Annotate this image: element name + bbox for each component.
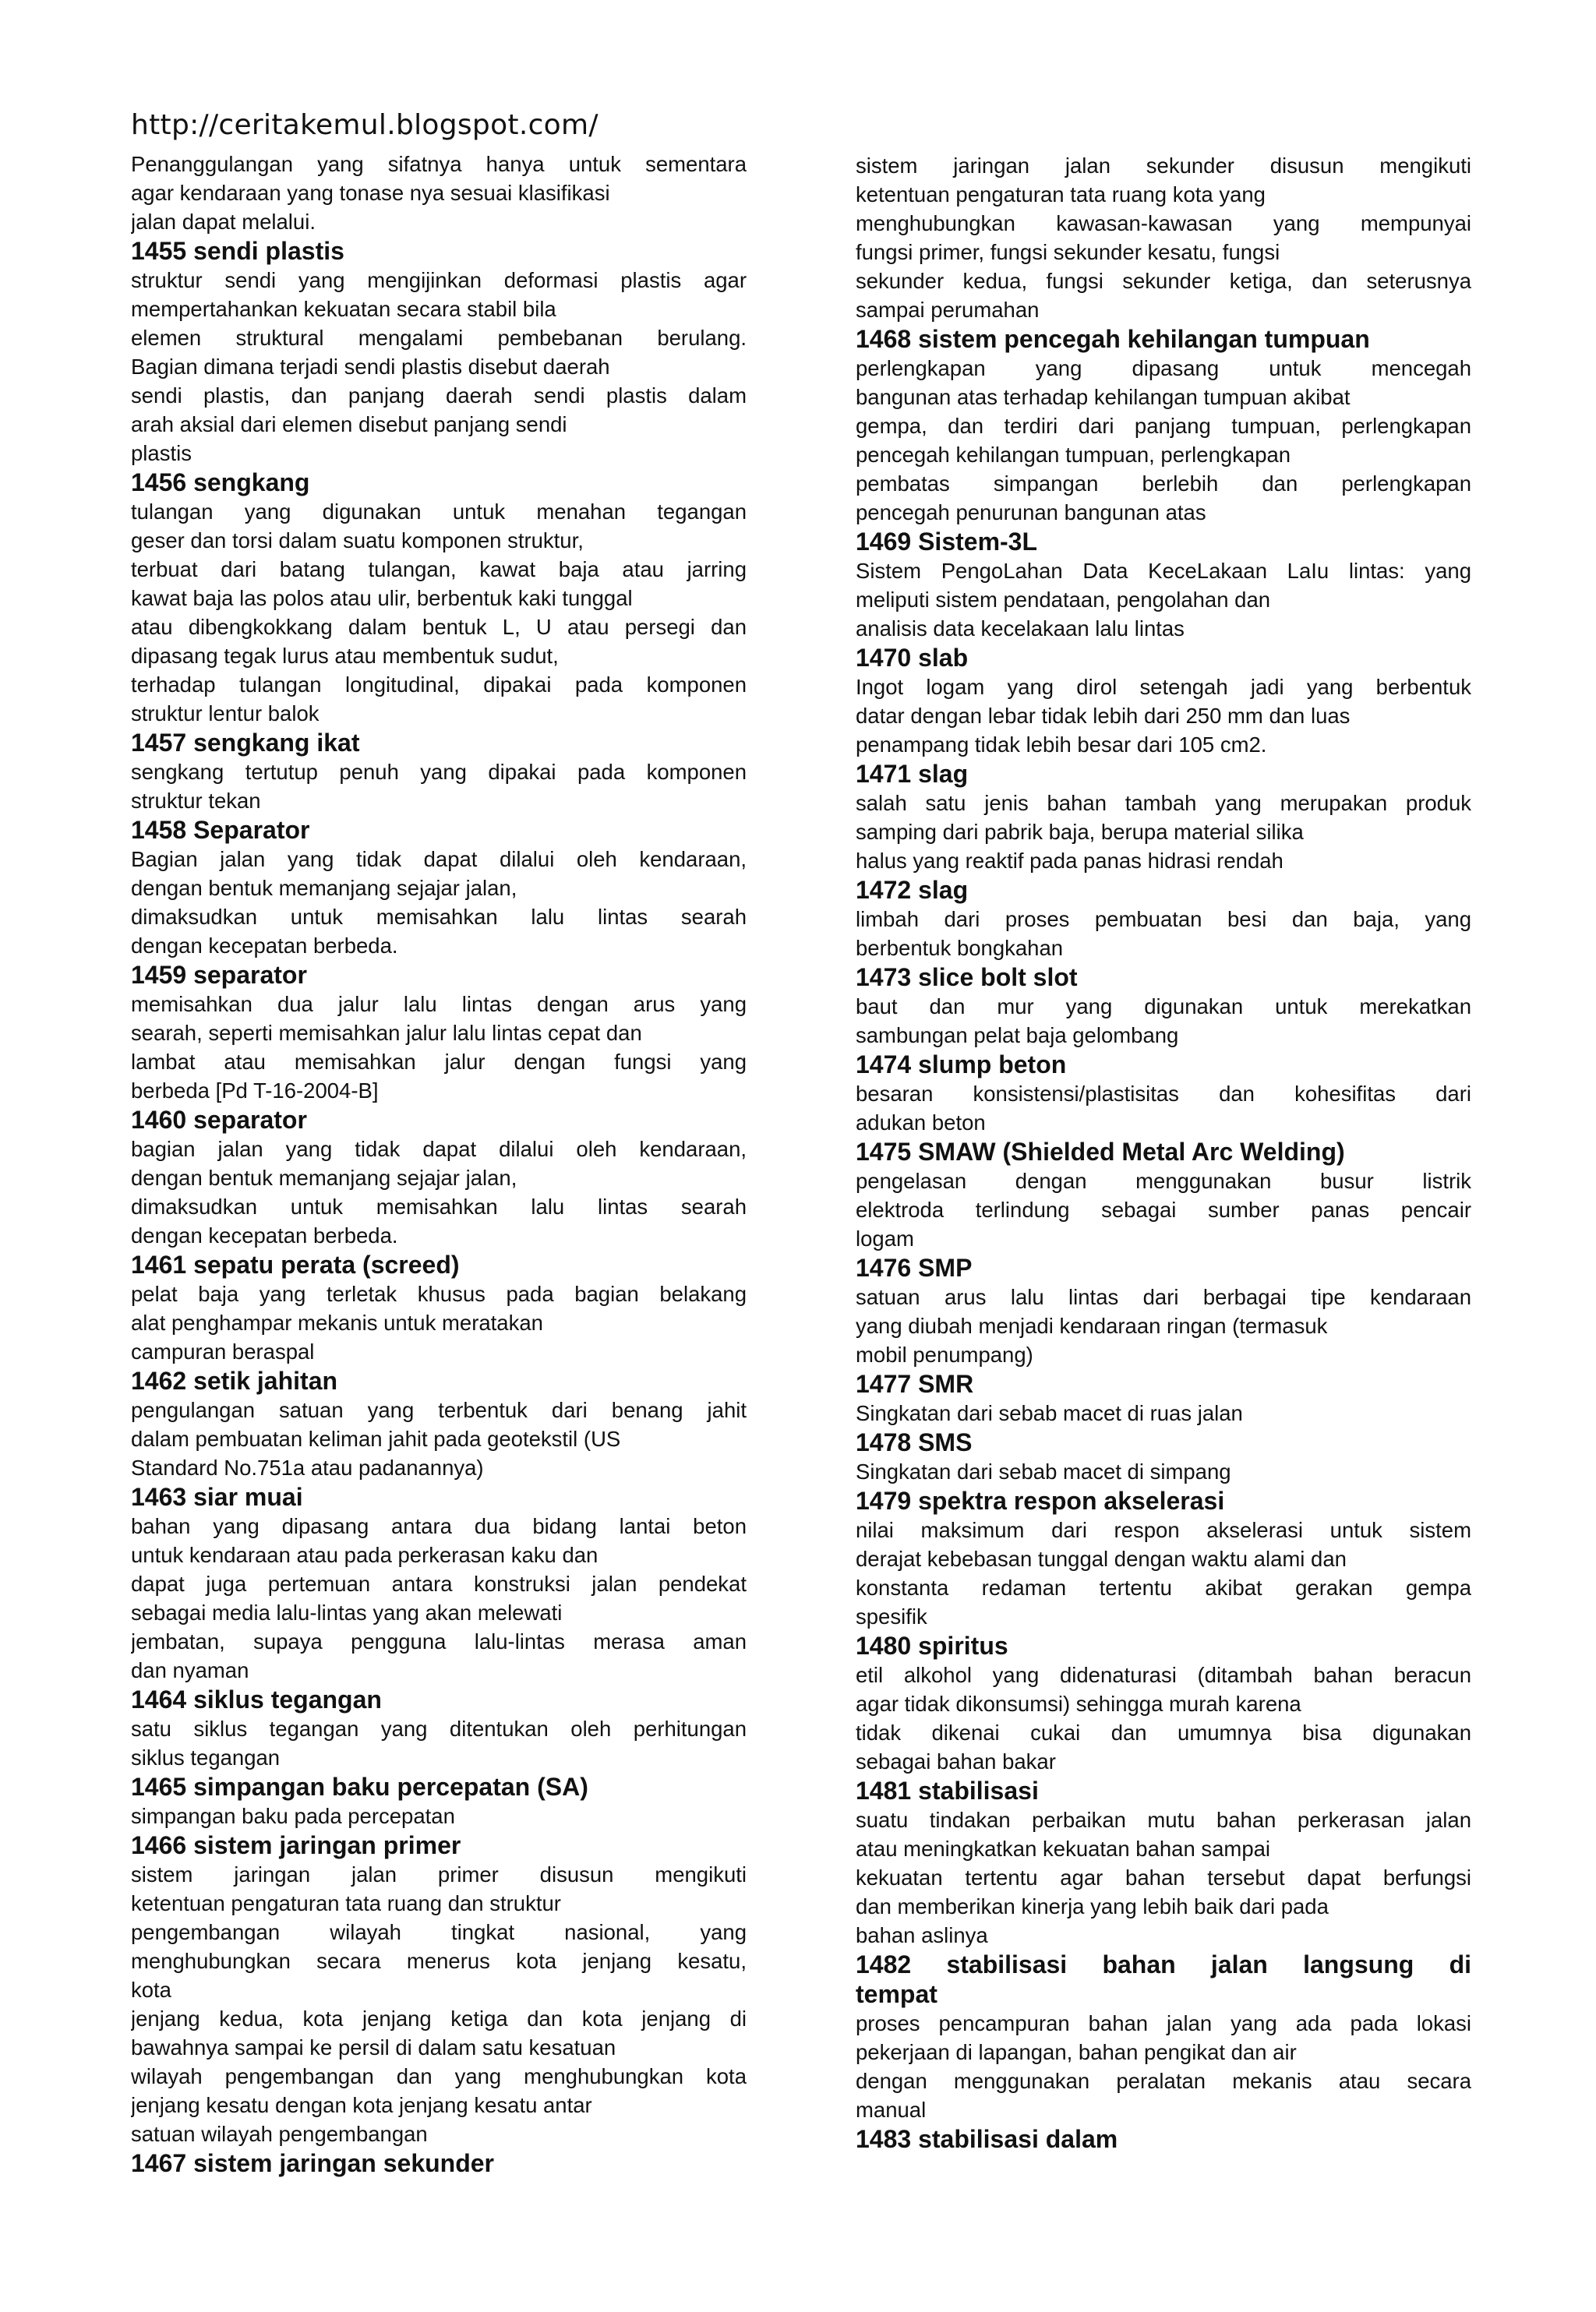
definition-line: terhadap tulangan longitudinal, dipakai pada komponen [131, 672, 747, 697]
definition-line: pembatas simpangan berlebih dan perlengkapan [856, 471, 1471, 496]
definition-line: konstanta redaman tertentu akibat gerakan gempa [856, 1576, 1471, 1600]
glossary-term: 1462 setik jahitan [131, 1367, 338, 1395]
definition-line: siklus tegangan [131, 1745, 281, 1770]
glossary-term: 1468 sistem pencegah kehilangan tumpuan [856, 325, 1370, 353]
right-column [856, 151, 1471, 2154]
definition-line: kekuatan tertentu agar bahan tersebut dapat berfungsi [856, 1865, 1471, 1890]
definition-line: berbentuk bongkahan [856, 936, 1064, 960]
glossary-term: 1467 sistem jaringan sekunder [131, 2149, 494, 2177]
definition-line: etil alkohol yang didenaturasi (ditambah bahan beracun [856, 1663, 1471, 1687]
definition-line: adukan beton [856, 1110, 986, 1135]
glossary-term: 1459 separator [131, 961, 307, 989]
glossary-term: 1456 sengkang [131, 468, 310, 496]
glossary-term: 1463 siar muai [131, 1483, 303, 1511]
definition-line: menghubungkan kawasan-kawasan yang mempunyai [856, 211, 1471, 235]
definition-line: menghubungkan secara menerus kota jenjang kesatu, [131, 1949, 747, 1973]
definition-line: kawat baja las polos atau ulir, berbentuk kaki tunggal [131, 586, 633, 610]
glossary-term: 1473 slice bolt slot [856, 963, 1078, 991]
definition-line: dipasang tegak lurus atau membentuk sudut, [131, 644, 559, 668]
glossary-term: 1483 stabilisasi dalam [856, 2125, 1118, 2153]
definition-line: lambat atau memisahkan jalur dengan fungsi yang [131, 1050, 747, 1074]
glossary-term: 1461 sepatu perata (screed) [131, 1251, 460, 1279]
definition-line: sebagai bahan bakar [856, 1749, 1056, 1774]
definition-line: atau dibengkokkang dalam bentuk L, U atau persegi dan [131, 615, 747, 639]
definition-line: dimaksudkan untuk memisahkan lalu lintas searah [131, 905, 747, 929]
definition-line: derajat kebebasan tunggal dengan waktu alami dan [856, 1547, 1347, 1571]
definition-line: mobil penumpang) [856, 1343, 1033, 1367]
definition-line: agar tidak dikonsumsi) sehingga murah karena [856, 1692, 1301, 1716]
definition-line: satu siklus tegangan yang ditentukan oleh perhitungan [131, 1717, 747, 1741]
definition-line: pekerjaan di lapangan, bahan pengikat dan air [856, 2040, 1297, 2064]
definition-line: tidak dikenai cukai dan umumnya bisa digunakan [856, 1721, 1471, 1745]
definition-line: bangunan atas terhadap kehilangan tumpuan akibat [856, 385, 1351, 409]
definition-line: Standard No.751a atau padanannya) [131, 1456, 484, 1480]
definition-line: searah, seperti memisahkan jalur lalu lintas cepat dan [131, 1021, 642, 1045]
glossary-term: 1455 sendi plastis [131, 237, 344, 265]
definition-line: sebagai media lalu-lintas yang akan melewati [131, 1601, 563, 1625]
definition-line: jenjang kesatu dengan kota jenjang kesatu antar [131, 2093, 592, 2117]
definition-line: analisis data kecelakaan lalu lintas [856, 616, 1185, 641]
definition-line: struktur sendi yang mengijinkan deformasi plastis agar [131, 268, 747, 292]
definition-line: sistem jaringan jalan sekunder disusun mengikuti [856, 154, 1471, 178]
glossary-term: 1460 separator [131, 1106, 307, 1134]
definition-line: baut dan mur yang digunakan untuk merekatkan [856, 994, 1471, 1018]
definition-line: suatu tindakan perbaikan mutu bahan perkerasan jalan [856, 1808, 1471, 1832]
glossary-term: 1482 stabilisasi bahan jalan langsung di [856, 1950, 1471, 1978]
definition-line: proses pencampuran bahan jalan yang ada pada lokasi [856, 2011, 1471, 2035]
definition-line: Sistem PengoLahan Data KeceLakaan LaIu lintas: yang [856, 559, 1471, 583]
definition-line: jenjang kedua, kota jenjang ketiga dan kota jenjang di [131, 2007, 747, 2031]
glossary-term: 1465 simpangan baku percepatan (SA) [131, 1773, 588, 1801]
definition-line: manual [856, 2098, 927, 2122]
definition-line: limbah dari proses pembuatan besi dan baja, yang [856, 907, 1471, 931]
definition-line: bawahnya sampai ke persil di dalam satu kesatuan [131, 2035, 616, 2060]
definition-line: elemen struktural mengalami pembebanan berulang. [131, 326, 747, 350]
definition-line: memisahkan dua jalur lalu lintas dengan arus yang [131, 992, 747, 1016]
definition-line: gempa, dan terdiri dari panjang tumpuan, perlengkapan [856, 414, 1471, 438]
definition-line: wilayah pengembangan dan yang menghubungkan kota [131, 2064, 747, 2088]
glossary-term: 1471 slag [856, 760, 969, 788]
definition-line: dalam pembuatan keliman jahit pada geotekstil (US [131, 1427, 621, 1451]
definition-line: kota [131, 1978, 171, 2002]
definition-line: ketentuan pengaturan tata ruang kota yang [856, 182, 1266, 206]
definition-line: plastis [131, 441, 192, 465]
definition-line: Bagian dimana terjadi sendi plastis disebut daerah [131, 355, 610, 379]
glossary-term: 1469 Sistem-3L [856, 528, 1038, 556]
definition-line: Penanggulangan yang sifatnya hanya untuk sementara [131, 152, 747, 176]
definition-line: dan nyaman [131, 1658, 249, 1682]
definition-line: struktur tekan [131, 789, 261, 813]
definition-line: dengan kecepatan berbeda. [131, 934, 398, 958]
left-column [131, 150, 747, 2178]
definition-line: halus yang reaktif pada panas hidrasi rendah [856, 849, 1284, 873]
definition-line: meliputi sistem pendataan, pengolahan dan [856, 588, 1271, 612]
definition-line: alat penghampar mekanis untuk meratakan [131, 1311, 543, 1335]
definition-line: sendi plastis, dan panjang daerah sendi plastis dalam [131, 383, 747, 408]
definition-line: bagian jalan yang tidak dapat dilalui oleh kendaraan, [131, 1137, 747, 1161]
definition-line: pengembangan wilayah tingkat nasional, yang [131, 1920, 747, 1944]
glossary-term: 1457 sengkang ikat [131, 729, 360, 757]
definition-line: elektroda terlindung sebagai sumber panas pencair [856, 1198, 1471, 1222]
glossary-term: 1470 slab [856, 644, 969, 672]
glossary-term: 1466 sistem jaringan primer [131, 1831, 461, 1859]
definition-line: sistem jaringan jalan primer disusun mengikuti [131, 1862, 747, 1887]
glossary-term: 1477 SMR [856, 1370, 974, 1398]
definition-line: penampang tidak lebih besar dari 105 cm2. [856, 732, 1267, 757]
definition-line: arah aksial dari elemen disebut panjang sendi [131, 412, 567, 436]
glossary-term: 1481 stabilisasi [856, 1777, 1039, 1805]
definition-line: struktur lentur balok [131, 701, 320, 725]
definition-line: Singkatan dari sebab macet di simpang [856, 1460, 1231, 1484]
definition-line: Bagian jalan yang tidak dapat dilalui oleh kendaraan, [131, 847, 747, 871]
definition-line: pencegah penurunan bangunan atas [856, 500, 1206, 524]
definition-line: datar dengan lebar tidak lebih dari 250 mm dan luas [856, 704, 1351, 728]
glossary-term: 1464 siklus tegangan [131, 1685, 382, 1714]
definition-line: salah satu jenis bahan tambah yang merupakan produk [856, 791, 1471, 815]
definition-line: perlengkapan yang dipasang untuk mencegah [856, 356, 1471, 380]
definition-line: logam [856, 1227, 914, 1251]
definition-line: dengan bentuk memanjang sejajar jalan, [131, 1166, 517, 1190]
definition-line: pelat baja yang terletak khusus pada bagian belakang [131, 1282, 747, 1306]
definition-line: Singkatan dari sebab macet di ruas jalan [856, 1401, 1243, 1425]
glossary-term: 1458 Separator [131, 816, 310, 844]
glossary-term: 1475 SMAW (Shielded Metal Arc Welding) [856, 1138, 1345, 1166]
glossary-term: 1478 SMS [856, 1428, 973, 1456]
definition-line: satuan wilayah pengembangan [131, 2122, 428, 2146]
definition-line: dengan kecepatan berbeda. [131, 1223, 398, 1248]
definition-line: simpangan baku pada percepatan [131, 1804, 455, 1828]
definition-line: nilai maksimum dari respon akselerasi untuk sistem [856, 1518, 1471, 1542]
definition-line: campuran beraspal [131, 1340, 315, 1364]
definition-line: spesifik [856, 1604, 927, 1629]
glossary-term: 1476 SMP [856, 1254, 973, 1282]
definition-line: satuan arus lalu lintas dari berbagai tipe kendaraan [856, 1285, 1471, 1309]
definition-line: samping dari pabrik baja, berupa material silika [856, 820, 1304, 844]
header-url: http://ceritakemul.blogspot.com/ [131, 109, 598, 141]
definition-line: mempertahankan kekuatan secara stabil bila [131, 297, 556, 321]
glossary-term: tempat [856, 1980, 937, 2008]
definition-line: jalan dapat melalui. [131, 210, 316, 234]
definition-line: fungsi primer, fungsi sekunder kesatu, fungsi [856, 240, 1280, 264]
definition-line: terbuat dari batang tulangan, kawat baja atau jarring [131, 557, 747, 581]
definition-line: bahan aslinya [856, 1923, 988, 1947]
definition-line: berbeda [Pd T-16-2004-B] [131, 1078, 379, 1103]
definition-line: agar kendaraan yang tonase nya sesuai klasifikasi [131, 181, 610, 205]
definition-line: ketentuan pengaturan tata ruang dan struktur [131, 1891, 561, 1915]
definition-line: sambungan pelat baja gelombang [856, 1023, 1179, 1047]
definition-line: tulangan yang digunakan untuk menahan tegangan [131, 499, 747, 524]
definition-line: pengulangan satuan yang terbentuk dari benang jahit [131, 1398, 747, 1422]
definition-line: untuk kendaraan atau pada perkerasan kaku dan [131, 1543, 598, 1567]
definition-line: yang diubah menjadi kendaraan ringan (termasuk [856, 1314, 1328, 1338]
glossary-term: 1472 slag [856, 876, 969, 904]
definition-line: Ingot logam yang dirol setengah jadi yang berbentuk [856, 675, 1471, 699]
definition-line: dimaksudkan untuk memisahkan lalu lintas searah [131, 1195, 747, 1219]
definition-line: besaran konsistensi/plastisitas dan kohesifitas dari [856, 1082, 1471, 1106]
definition-line: sampai perumahan [856, 298, 1040, 322]
definition-line: dengan menggunakan peralatan mekanis atau secara [856, 2069, 1471, 2093]
definition-line: jembatan, supaya pengguna lalu-lintas merasa aman [131, 1629, 747, 1654]
glossary-term: 1479 spektra respon akselerasi [856, 1487, 1225, 1515]
glossary-term: 1480 spiritus [856, 1632, 1008, 1660]
definition-line: geser dan torsi dalam suatu komponen struktur, [131, 528, 584, 552]
definition-line: sengkang tertutup penuh yang dipakai pada komponen [131, 760, 747, 784]
definition-line: dapat juga pertemuan antara konstruksi jalan pendekat [131, 1572, 747, 1596]
definition-line: atau meningkatkan kekuatan bahan sampai [856, 1837, 1271, 1861]
definition-line: dengan bentuk memanjang sejajar jalan, [131, 876, 517, 900]
definition-line: sekunder kedua, fungsi sekunder ketiga, dan seterusnya [856, 269, 1471, 293]
definition-line: dan memberikan kinerja yang lebih baik dari pada [856, 1894, 1329, 1918]
glossary-term: 1474 slump beton [856, 1050, 1067, 1078]
definition-line: bahan yang dipasang antara dua bidang lantai beton [131, 1514, 747, 1538]
definition-line: pencegah kehilangan tumpuan, perlengkapan [856, 443, 1291, 467]
definition-line: pengelasan dengan menggunakan busur listrik [856, 1169, 1471, 1193]
